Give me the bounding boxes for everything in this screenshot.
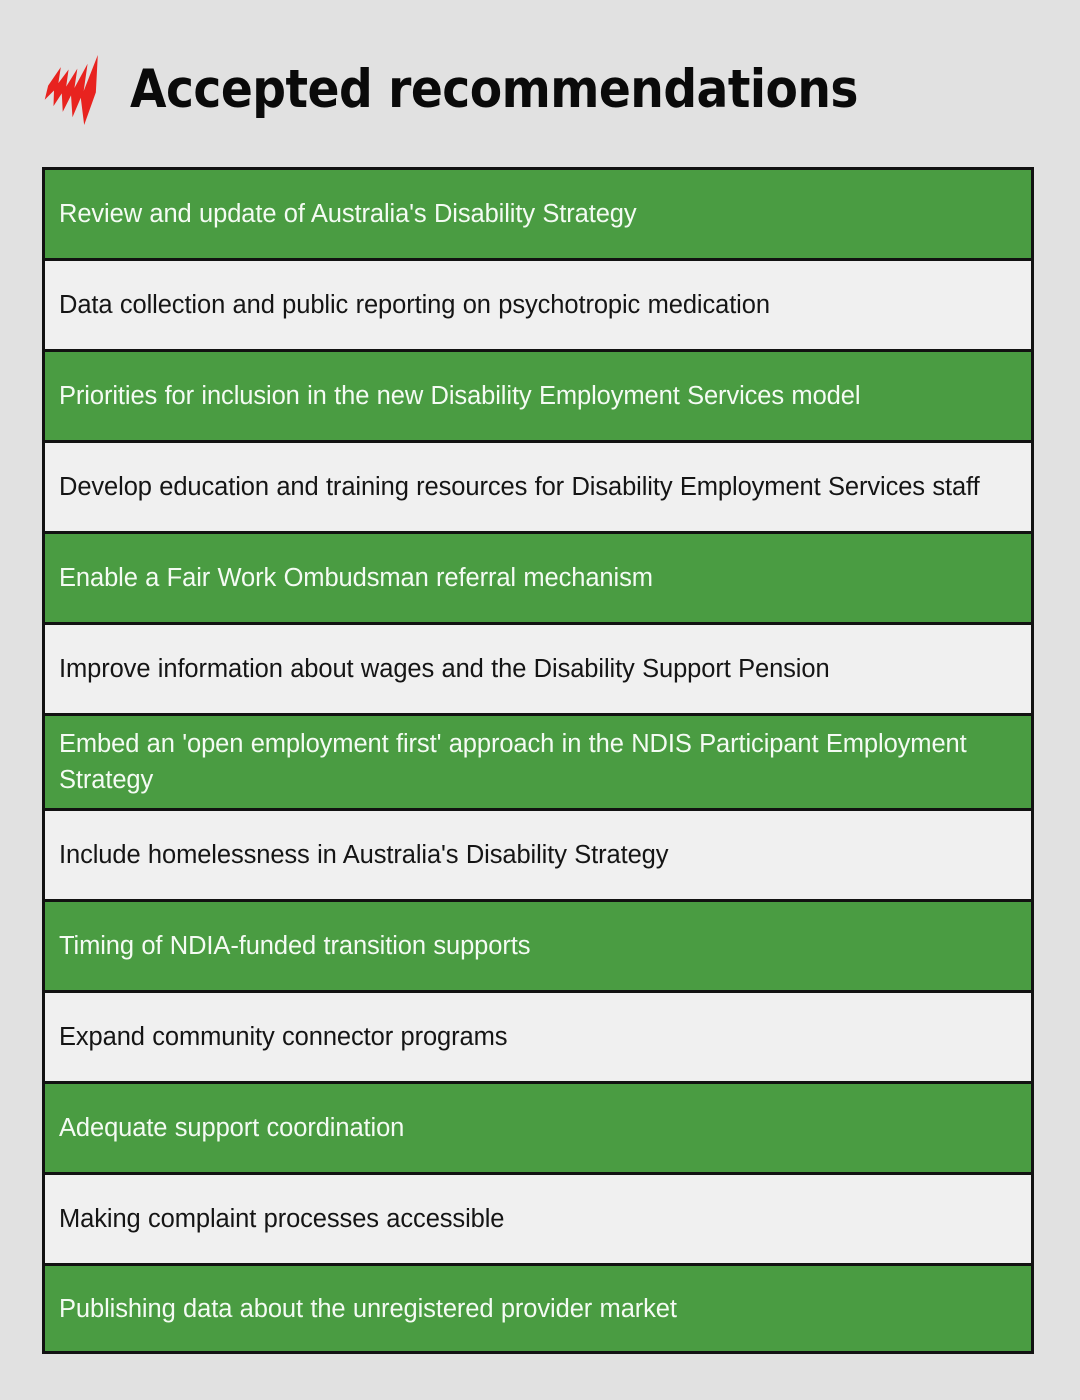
recommendation-text: Include homelessness in Australia's Disability Strategy: [59, 841, 669, 870]
recommendation-text: Making complaint processes accessible: [59, 1205, 505, 1234]
table-row[interactable]: [42, 713, 1034, 808]
recommendation-text: Priorities for inclusion in the new Disability Employment Services model: [59, 381, 861, 410]
table-row[interactable]: [42, 167, 1034, 258]
recommendation-text: Develop education and training resources for Disability Employment Services staff: [59, 472, 980, 501]
sbs-flame-logo-icon: [40, 53, 104, 127]
table-row[interactable]: [42, 1172, 1034, 1263]
page-header: [0, 0, 1080, 140]
recommendation-text: Expand community connector programs: [59, 1023, 508, 1052]
table-row[interactable]: [42, 1081, 1034, 1172]
recommendation-text: Review and update of Australia's Disability Strategy: [59, 199, 637, 228]
accepted-recommendations-list: [42, 167, 1034, 1354]
table-row[interactable]: [42, 808, 1034, 899]
table-row[interactable]: [42, 622, 1034, 713]
recommendation-text: Embed an 'open employment first' approach in the NDIS Participant Employment Strategy: [59, 730, 967, 795]
recommendation-text: Data collection and public reporting on psychotropic medication: [59, 290, 770, 319]
page-title: Accepted recommendations: [130, 58, 858, 120]
table-row[interactable]: [42, 440, 1034, 531]
recommendation-text: Enable a Fair Work Ombudsman referral mechanism: [59, 563, 653, 592]
table-row[interactable]: [42, 990, 1034, 1081]
table-row[interactable]: [42, 899, 1034, 990]
recommendation-text: Timing of NDIA-funded transition supports: [59, 932, 531, 961]
table-row[interactable]: [42, 1263, 1034, 1354]
table-row[interactable]: [42, 531, 1034, 622]
recommendation-text: Adequate support coordination: [59, 1114, 405, 1143]
table-row[interactable]: [42, 258, 1034, 349]
recommendation-text: Publishing data about the unregistered provider market: [59, 1294, 677, 1323]
recommendation-text: Improve information about wages and the Disability Support Pension: [59, 654, 830, 683]
table-row[interactable]: [42, 349, 1034, 440]
